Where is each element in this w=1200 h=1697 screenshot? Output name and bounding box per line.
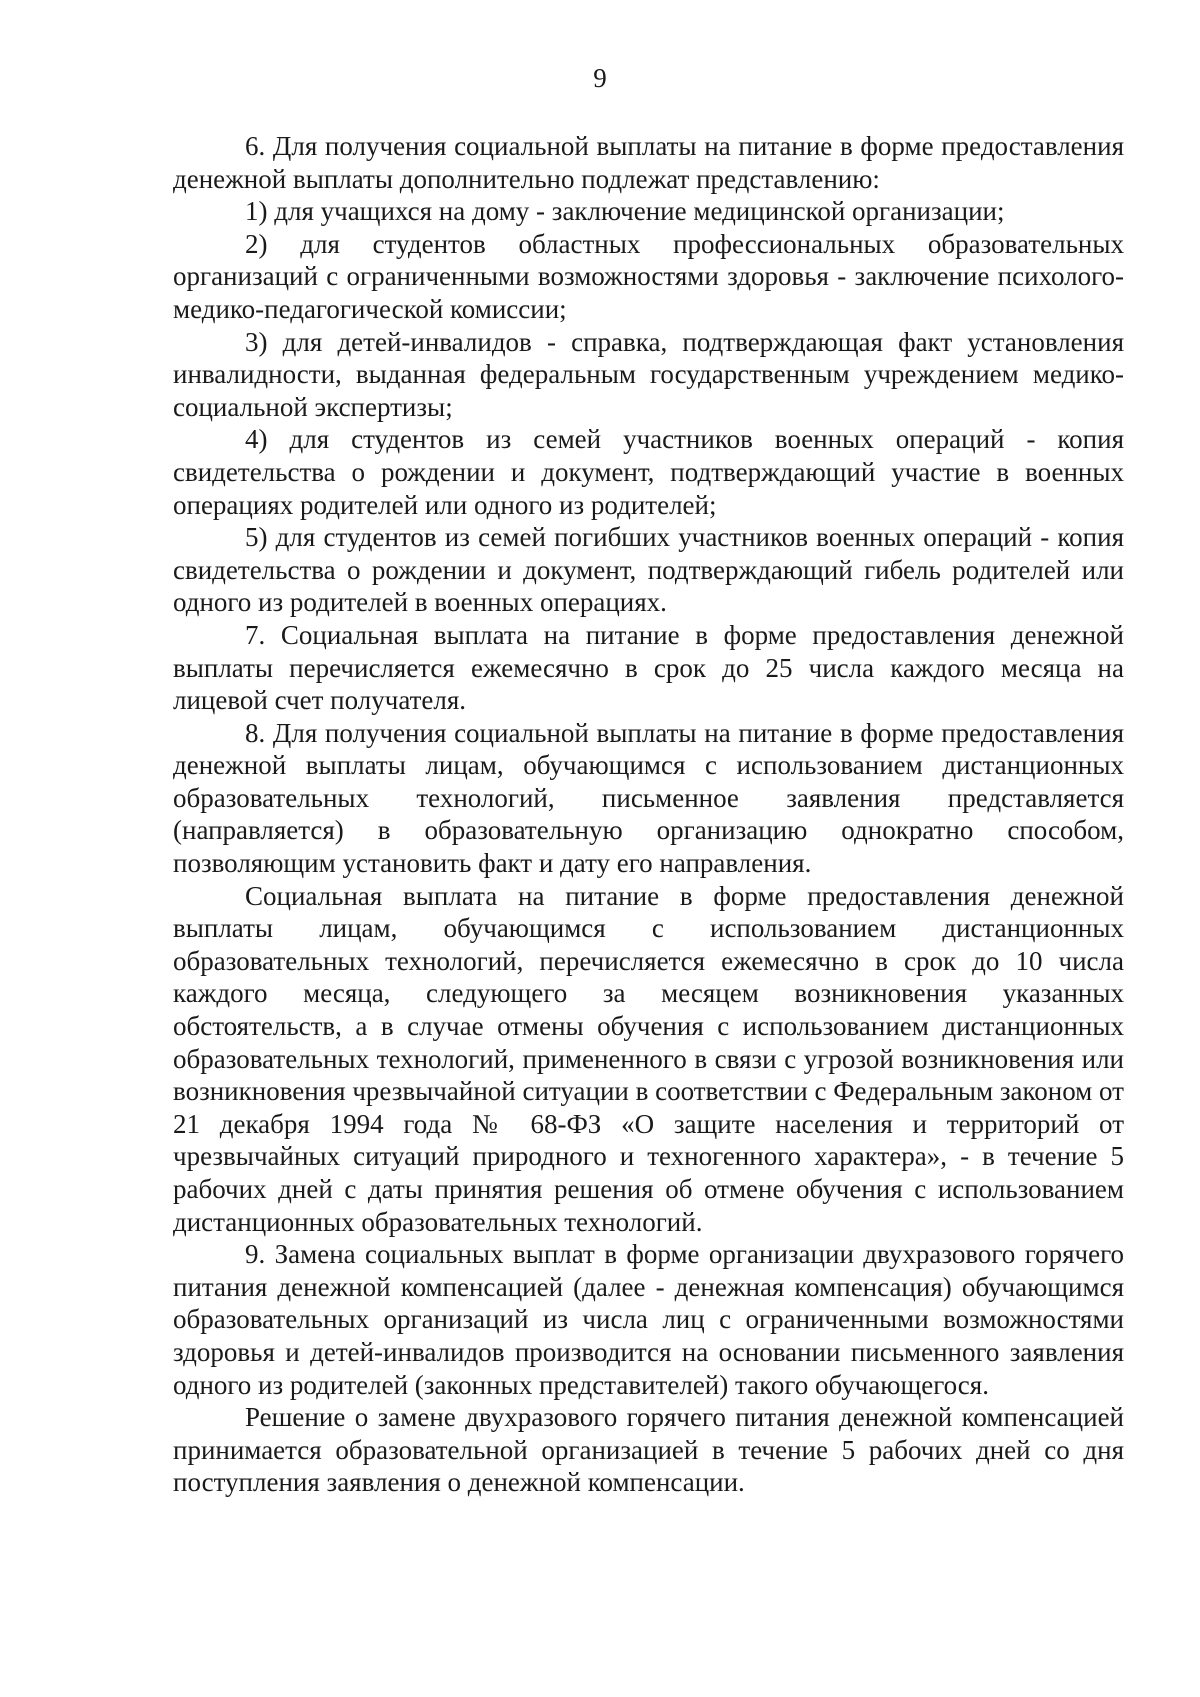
paragraph-6-item-3: 3) для детей-инвалидов - справка, подтверждающая факт установления инвалидности, выданная федеральным государственным учреждением медико-социальной экспертизы; — [173, 326, 1124, 422]
paragraph-8-continued: Социальная выплата на питание в форме предоставления денежной выплаты лицам, обучающимся с использованием дистанционных образовательных технологий, перечисляется ежемесячно в срок до 10 числа каждого месяца, следующего за месяцем возникновения указанных обстоятельств, а в случае отмены обучения с использованием дистанционных образовательных технологий, примененного в связи с угрозой возникновения или возникновения чрезвычайной ситуации в соответствии с Федеральным законом от 21 декабря 1994 года № 68-ФЗ «О защите населения и территорий от чрезвычайных ситуаций природного и техногенного характера», - в течение 5 рабочих дней с даты принятия решения об отмене обучения с использованием дистанционных образовательных технологий. — [173, 880, 1124, 1237]
paragraph-6-intro: 6. Для получения социальной выплаты на питание в форме предоставления денежной выплаты дополнительно подлежат представлению: — [173, 131, 1124, 194]
paragraph-9-continued: Решение о замене двухразового горячего питания денежной компенсацией принимается образовательной организацией в течение 5 рабочих дней со дня поступления заявления о денежной компенсации. — [173, 1402, 1124, 1498]
paragraph-8: 8. Для получения социальной выплаты на питание в форме предоставления денежной выплаты лицам, обучающимся с использованием дистанционных образовательных технологий, письменное заявления представляется (направляется) в образовательную организацию однократно способом, позволяющим установить факт и дату его направления. — [173, 717, 1124, 879]
paragraph-7: 7. Социальная выплата на питание в форме предоставления денежной выплаты перечисляется ежемесячно в срок до 25 числа каждого месяца на лицевой счет получателя. — [173, 619, 1124, 716]
page-number: 9 — [593, 63, 607, 93]
paragraph-9: 9. Замена социальных выплат в форме организации двухразового горячего питания денежной компенсацией (далее - денежная компенсация) обучающимся образовательных организаций из числа лиц с ограниченными возможностями здоровья и детей-инвалидов производится на основании письменного заявления одного из родителей (законных представителей) такого обучающегося. — [173, 1239, 1124, 1400]
document-body — [173, 130, 1124, 1499]
paragraph-6-item-4: 4) для студентов из семей участников военных операций - копия свидетельства о рождении и документ, подтверждающий участие в военных операциях родителей или одного из родителей; — [173, 424, 1124, 520]
paragraph-6-item-1: 1) для учащихся на дому - заключение медицинской организации; — [245, 196, 1005, 227]
paragraph-6-item-2: 2) для студентов областных профессиональных образовательных организаций с ограниченными возможностями здоровья - заключение психолого-медико-педагогической комиссии; — [173, 228, 1124, 324]
paragraph-6-item-5: 5) для студентов из семей погибших участников военных операций - копия свидетельства о рождении и документ, подтверждающий гибель родителей или одного из родителей в военных операциях. — [173, 522, 1124, 618]
